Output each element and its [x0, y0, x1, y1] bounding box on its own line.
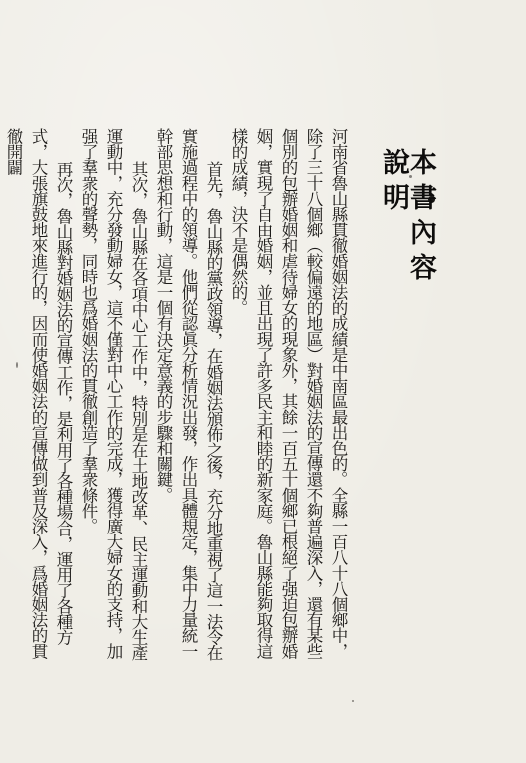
paragraph-3: 其次，魯山縣在各項中心工作中，特別是在土地改革、民主運動和大生產運動中，充分發動婦女，這不僅對中心工作的完成，獲得廣大婦女的支持，加强了羣衆的聲勢，同時也爲婚姻法的貫徹創造了羣衆條件。 [79, 128, 148, 661]
paragraph-4: 再次，魯山縣對婚姻法的宣傳工作，是利用了各種場合，運用了各種方式，大張旗鼓地來進行的，因而使婚姻法的宣傳做到普及深入，爲婚姻法的貫徹開闢 [4, 128, 73, 659]
page-title: 本書內容說明 [378, 148, 436, 288]
ink-speck [352, 700, 354, 702]
paragraph-2: 首先，魯山縣的黨政領導，在婚姻法頒佈之後，充分地重視了這一法令在實施過程中的領導。他們從認眞分析情況出發，作出具體規定，集中力量統一幹部思想和行動，這是一個有決定意義的步驟和關鍵。 [154, 128, 223, 661]
paragraph-1: 河南省魯山縣貫徹婚姻法的成績是中南區最出色的。全縣一百八十八個鄉中，除了三十八個鄉（較偏遠的地區）對婚姻法的宣傳還不夠普遍深入，還有某些個別的包辦婚姻和虐待婦女的現象外，其餘一百五十個鄉已根絕了强迫包辦婚姻，實現了自由婚姻，並且出現了許多民主和睦的新家庭。魯山縣能夠取得這樣的成績，決不是偶然的。 [229, 128, 348, 659]
body-text [1, 128, 351, 668]
